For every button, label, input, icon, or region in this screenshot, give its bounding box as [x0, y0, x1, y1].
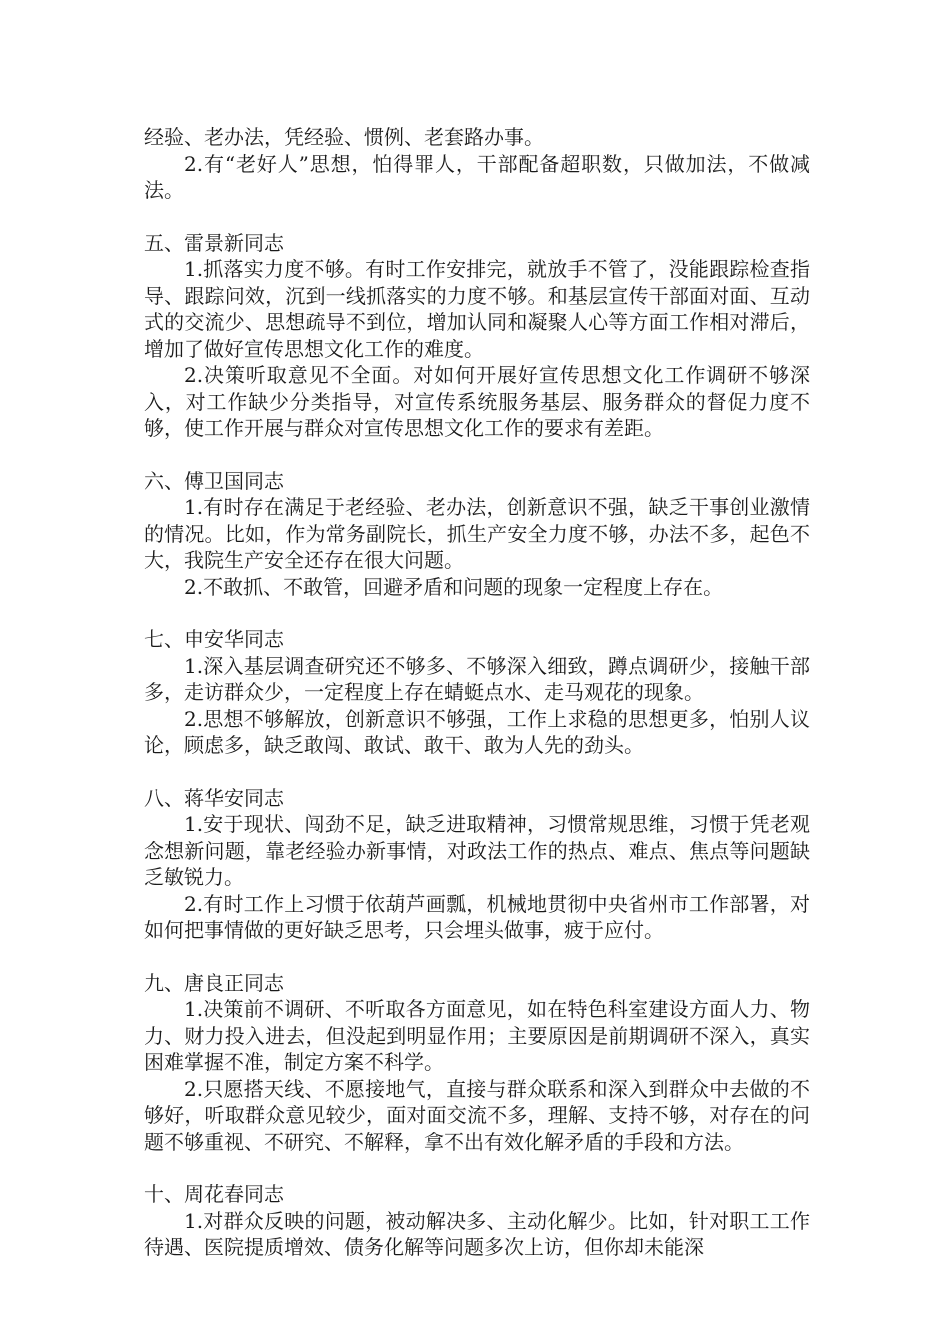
- list-item: 1.决策前不调研、不听取各方面意见，如在特色科室建设方面人力、物力、财力投入进去，但没起到明显作用；主要原因是前期调研不深入，真实困难掌握不准，制定方案不科学。: [144, 997, 810, 1074]
- section-heading: 八、蒋华安同志: [144, 785, 284, 810]
- document-body: [144, 124, 810, 1261]
- list-item: 1.安于现状、闯劲不足，缺乏进取精神，习惯常规思维，习惯于凭老观念想新问题，靠老经验办新事情，对政法工作的热点、难点、焦点等问题缺乏敏锐力。: [144, 812, 810, 889]
- section-zhou-huachun: [144, 1181, 810, 1261]
- section-heading: 九、唐良正同志: [144, 970, 284, 995]
- list-item: 2.只愿搭天线、不愿接地气，直接与群众联系和深入到群众中去做的不够好，听取群众意见较少，面对面交流不多，理解、支持不够，对存在的问题不够重视、不研究、不解释，拿不出有效化解矛盾的手段和方法。: [144, 1076, 810, 1154]
- section-fu-weiguo: [144, 468, 810, 601]
- continued-text: 经验、老办法，凭经验、惯例、老套路办事。: [144, 125, 544, 149]
- list-item: 2.思想不够解放，创新意识不够强，工作上求稳的思想更多，怕别人议论，顾虑多，缺乏敢闯、敢试、敢干、敢为人先的劲头。: [144, 706, 810, 757]
- section-heading: 六、傅卫国同志: [144, 468, 284, 493]
- list-item: 2.决策听取意见不全面。对如何开展好宣传思想文化工作调研不够深入，对工作缺少分类指导，对宣传系统服务基层、服务群众的督促力度不够，使工作开展与群众对宣传思想文化工作的要求有差距。: [144, 363, 810, 440]
- list-item: 1.抓落实力度不够。有时工作安排完，就放手不管了，没能跟踪检查指导、跟踪问效，沉到一线抓落实的力度不够。和基层宣传干部面对面、互动式的交流少、思想疏导不到位，增加认同和凝聚人心等方面工作相对滞后，增加了做好宣传思想文化工作的难度。: [144, 257, 810, 361]
- list-item: 2.有“老好人”思想，怕得罪人，干部配备超职数，只做加法，不做减法。: [144, 151, 810, 202]
- section-heading: 五、雷景新同志: [144, 230, 284, 255]
- section-tang-liangzheng: [144, 970, 810, 1156]
- list-item: 1.有时存在满足于老经验、老办法，创新意识不强，缺乏干事创业激情的情况。比如，作为常务副院长，抓生产安全力度不够，办法不多，起色不大，我院生产安全还存在很大问题。: [144, 495, 810, 572]
- list-item: 1.对群众反映的问题，被动解决多、主动化解少。比如，针对职工工作待遇、医院提质增效、债务化解等问题多次上访，但你却未能深: [144, 1208, 810, 1259]
- list-item: 2.有时工作上习惯于依葫芦画瓢，机械地贯彻中央省州市工作部署，对如何把事情做的更好缺乏思考，只会埋头做事，疲于应付。: [144, 891, 810, 942]
- section-heading: 七、申安华同志: [144, 627, 284, 651]
- section-heading: 十、周花春同志: [144, 1182, 284, 1206]
- list-item: 2.不敢抓、不敢管，回避矛盾和问题的现象一定程度上存在。: [184, 574, 724, 599]
- section-lei-jingxin: [144, 230, 810, 442]
- section-jiang-huaan: [144, 785, 810, 944]
- section-shen-anhua: [144, 626, 810, 759]
- list-item: 1.深入基层调查研究还不够多、不够深入细致，蹲点调研少，接触干部多，走访群众少，一定程度上存在蜻蜓点水、走马观花的现象。: [144, 653, 810, 704]
